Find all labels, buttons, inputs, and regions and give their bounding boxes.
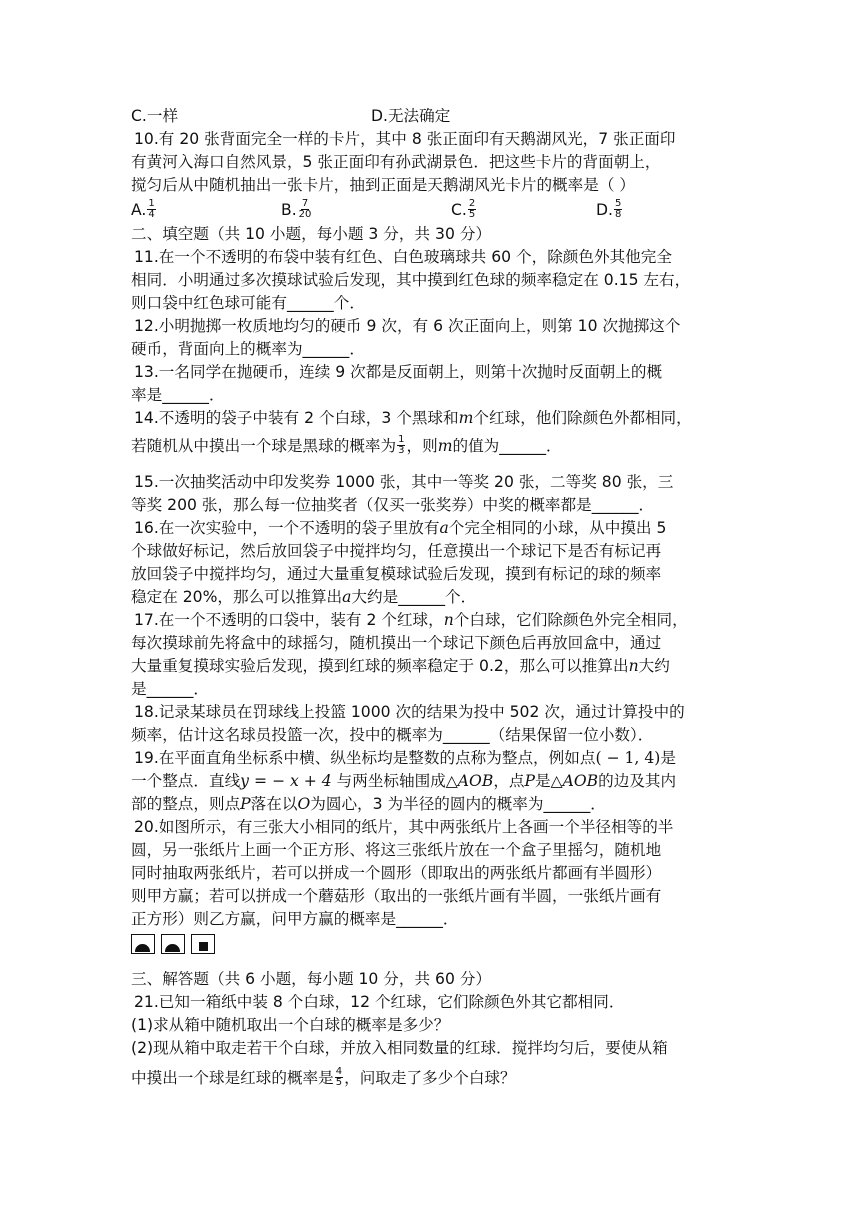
variable-a: a [342, 588, 352, 606]
q19-line-2 [131, 771, 676, 791]
q21-line-2: (1)求从箱中随机取出一个白球的概率是多少？ [131, 1016, 450, 1034]
fraction-denominator: 4 [148, 209, 155, 220]
q21-line-4 [131, 1068, 516, 1089]
q16-line-1 [134, 518, 666, 538]
q10-line-3: 搅匀后从中随机抽出一张卡片，抽到正面是天鹅湖风光卡片的概率是（ ） [131, 176, 635, 194]
q21-line-3: (2)现从箱中取走若干个白球，并放入相同数量的红球．搅拌均匀后，要使从箱 [131, 1039, 668, 1057]
q10-option-d [596, 200, 623, 221]
fraction-numerator: 5 [614, 198, 622, 209]
text: 大约是______个． [351, 588, 477, 606]
q10-option-c [451, 200, 477, 221]
option-fraction [298, 199, 313, 220]
text: 是△ [535, 772, 563, 790]
q16-line-2: 个球做好标记，然后放回袋子中搅拌均匀，任意摸出一个球记下是否有标记再 [131, 542, 662, 560]
fraction-numerator: 1 [148, 198, 155, 209]
text: 19.在平面直角坐标系中横、纵坐标均是整数的点称为整点，例如点 [134, 749, 596, 767]
text: ，问取走了多少个白球？ [344, 1069, 516, 1087]
q18-line-2: 频率，估计这名球员投篮一次，投中的概率为______（结果保留一位小数）． [131, 726, 654, 744]
fraction-denominator: 5 [468, 209, 476, 220]
fraction-numerator: 7 [301, 198, 309, 209]
q20-line-5: 正方形）则乙方赢，问甲方赢的概率是______． [131, 910, 459, 928]
q14-line-1 [134, 408, 692, 428]
q20-figure [131, 934, 215, 954]
q9-option-c: C.一样 [131, 107, 179, 125]
q20-line-1: 20.如图所示，有三张大小相同的纸片，其中两张纸片上各画一个半径相等的半 [134, 818, 674, 836]
fraction-numerator: 2 [468, 198, 476, 209]
fraction-denominator: 5 [335, 1077, 343, 1088]
text: 部的整点，则点 [131, 795, 241, 813]
square-card [191, 934, 215, 954]
text: 是 [660, 749, 676, 767]
q20-line-2: 圆，另一张纸片上画一个正方形、将这三张纸片放在一个盒子里摇匀，随机地 [131, 841, 662, 859]
q17-line-4: 是______． [131, 680, 209, 698]
semicircle-card [131, 934, 155, 954]
fraction [335, 1067, 343, 1088]
variable-n: n [443, 611, 454, 629]
text: 稳定在 20%，那么可以推算出 [131, 588, 343, 606]
text: 大量重复摸球实验后发现，摸到红球的频率稳定于 0.2，那么可以推算出 [131, 657, 629, 675]
text: 一个整点．直线 [131, 772, 241, 790]
fraction-denominator: 20 [298, 209, 312, 220]
q17-line-1 [134, 610, 688, 630]
semicircle-icon [135, 944, 150, 952]
variable-m: m [458, 409, 474, 427]
q20-line-3: 同时抽取两张纸片，若可以拼成一个圆形（即取出的两张纸片都画有半圆形） [131, 864, 662, 882]
q9-option-d: D.无法确定 [371, 107, 451, 125]
variable-o: O [297, 795, 311, 813]
q12-line-2: 硬币，背面向上的概率为______． [131, 340, 365, 358]
text: 17.在一个不透明的口袋中，装有 2 个红球， [134, 611, 444, 629]
semicircle-icon [165, 944, 180, 952]
text: 大约 [638, 657, 670, 675]
q21-line-1: 21.已知一箱纸中装 8 个白球，12 个红球，它们除颜色外其它都相同． [134, 993, 625, 1011]
variable-p: P [240, 795, 251, 813]
q18-line-1: 18.记录某球员在罚球线上投篮 1000 次的结果为投中 502 次，通过计算投中的 [134, 703, 685, 721]
square-icon [199, 942, 208, 951]
variable-m: m [437, 437, 453, 455]
text: 的边及其内 [598, 772, 677, 790]
option-letter: D. [596, 201, 613, 219]
q16-line-3: 放回袋子中搅拌均匀，通过大量重复模球试验后发现，摸到有标记的球的频率 [131, 565, 662, 583]
q19-line-1 [134, 748, 676, 768]
variable-a: a [439, 519, 449, 537]
q19-line-3 [131, 794, 606, 814]
q15-line-1: 15.一次抽奖活动中印发奖券 1000 张，其中一等奖 20 张，二等奖 80 张，三 [134, 473, 674, 491]
q13-line-1: 13.一名同学在抛硬币，连续 9 次都是反面朝上，则第十次抛时反面朝上的概 [134, 363, 663, 381]
text: 个白球，它们除颜色外完全相同， [453, 611, 688, 629]
q13-line-2: 率是______． [131, 386, 225, 404]
text: 个红球，他们除颜色外都相同， [473, 409, 692, 427]
variable-n: n [628, 657, 639, 675]
option-fraction [614, 199, 622, 220]
math-triangle: AOB [457, 772, 494, 790]
q10-line-1: 10.有 20 张背面完全一样的卡片，其中 8 张正面印有天鹅湖风光，7 张正面印 [134, 130, 676, 148]
q20-line-4: 则甲方赢；若可以拼成一个蘑菇形（取出的一张纸片画有半圆，一张纸片画有 [131, 887, 662, 905]
text: ，点 [493, 772, 525, 790]
math-point: ( − 1, 4) [595, 749, 661, 767]
q14-line-2 [131, 436, 562, 457]
variable-p: P [524, 772, 536, 790]
fraction-denominator: 8 [614, 209, 622, 220]
fraction-numerator: 1 [398, 434, 405, 445]
text: 为圆心，3 为半径的圆内的概率为______． [310, 795, 606, 813]
text: 与两坐标轴围成△ [331, 772, 458, 790]
option-letter: C. [451, 201, 467, 219]
q11-line-2: 相同．小明通过多次摸球试验后发现，其中摸到红色球的频率稳定在 0.15 左右， [131, 271, 691, 289]
text: 的值为______． [452, 437, 562, 455]
q15-line-2: 等奖 200 张，那么每一位抽奖者（仅买一张奖券）中奖的概率都是______． [131, 496, 655, 514]
q12-line-1: 12.小明抛掷一枚质地均匀的硬币 9 次，有 6 次正面向上，则第 10 次抛掷这个 [134, 317, 681, 335]
q17-line-2: 每次摸球前先将盒中的球摇匀，随机摸出一个球记下颜色后再放回盒中，通过 [131, 634, 662, 652]
q10-option-a [131, 200, 157, 221]
section-3-heading: 三、解答题（共 6 小题，每小题 10 分，共 60 分） [131, 970, 492, 988]
option-fraction [468, 199, 476, 220]
fraction [397, 435, 405, 456]
semicircle-card [161, 934, 185, 954]
option-letter: B. [281, 201, 297, 219]
q10-option-b [281, 200, 313, 221]
option-letter: A. [131, 201, 147, 219]
fraction-numerator: 4 [335, 1066, 343, 1077]
option-fraction [147, 199, 155, 220]
fraction-denominator: 3 [398, 445, 405, 456]
q16-line-4 [131, 587, 476, 607]
text: 中摸出一个球是红球的概率是 [131, 1069, 334, 1087]
section-2-heading: 二、填空题（共 10 小题，每小题 3 分，共 30 分） [131, 225, 492, 243]
text: 个完全相同的小球，从中摸出 5 [448, 519, 667, 537]
text: 落在以 [250, 795, 298, 813]
q11-line-3: 则口袋中红色球可能有______个． [131, 294, 365, 312]
text: ，则 [406, 437, 438, 455]
q11-line-1: 11.在一个不透明的布袋中装有红色、白色玻璃球共 60 个，除颜色外其他完全 [134, 248, 672, 266]
text: 若随机从中摸出一个球是黑球的概率为 [131, 437, 397, 455]
text: 16.在一次实验中，一个不透明的袋子里放有 [134, 519, 440, 537]
q10-line-2: 有黄河入海口自然风景，5 张正面印有孙武湖景色．把这些卡片的背面朝上， [131, 153, 661, 171]
math-line-equation: y = − x + 4 [240, 772, 332, 790]
q17-line-3 [131, 656, 670, 676]
math-triangle: AOB [562, 772, 599, 790]
text: 14.不透明的袋子中装有 2 个白球，3 个黑球和 [134, 409, 459, 427]
